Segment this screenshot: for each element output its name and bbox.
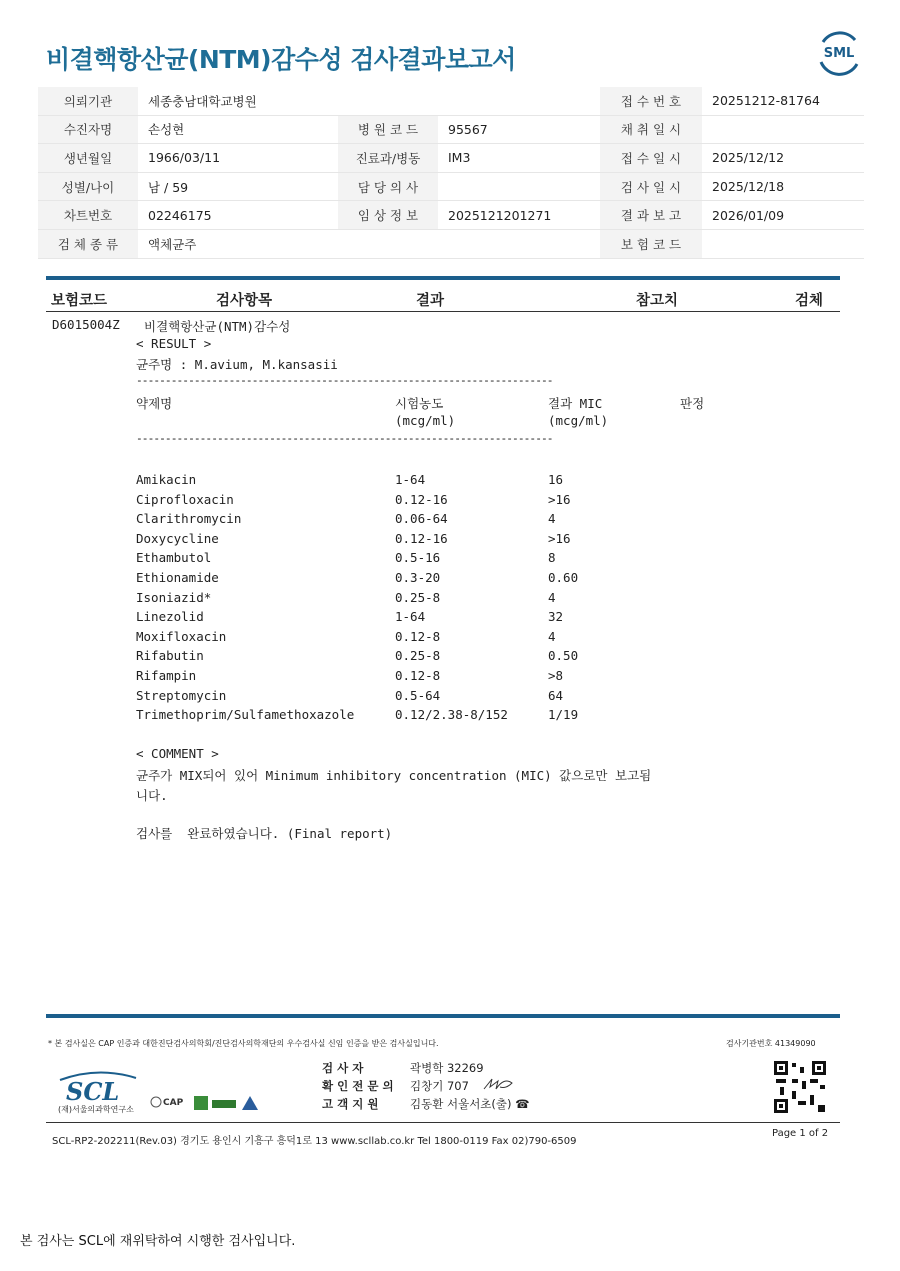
info-row	[38, 115, 864, 144]
info-label: 검 사 일 시	[600, 172, 702, 201]
scl-logo	[58, 1070, 138, 1115]
info-label: 의뢰기관	[38, 87, 138, 115]
drug-mic: >8	[548, 668, 564, 683]
info-row	[38, 144, 864, 173]
info-value: 2025121201271	[438, 201, 600, 230]
info-value	[438, 229, 600, 258]
info-row	[38, 87, 864, 115]
footer-rule	[46, 1014, 840, 1018]
drug-name: Clarithromycin	[136, 511, 242, 527]
info-label: 접 수 일 시	[600, 144, 702, 173]
qr-code	[773, 1060, 827, 1114]
drug-mic: 4	[548, 589, 556, 605]
certification-marks	[148, 1092, 272, 1116]
test-code: D6015004Z	[52, 317, 120, 332]
final-report-line: 검사를 완료하였습니다. (Final report)	[136, 826, 393, 841]
info-value	[702, 115, 864, 144]
svg-text:SCL: SCL	[66, 1077, 120, 1102]
drug-name: Moxifloxacin	[136, 628, 227, 644]
info-value: 1966/03/11	[138, 144, 338, 173]
info-row	[38, 201, 864, 230]
test-name: 비결핵항산균(NTM)감수성	[144, 319, 291, 334]
svg-text:CAP: CAP	[163, 1098, 184, 1108]
col-reference: 참고치	[636, 293, 679, 309]
drug-name: Linezolid	[136, 609, 204, 625]
confirm-label: 확 인 전 문 의	[322, 1079, 394, 1093]
report-title: 비결핵항산균(NTM)감수성 검사결과보고서	[46, 45, 516, 74]
drug-test-range: 0.12-8	[395, 628, 441, 644]
drug-name: Trimethoprim/Sulfamethoxazole	[136, 707, 355, 723]
drug-row	[136, 570, 736, 590]
info-label: 생년월일	[38, 144, 138, 173]
info-value: 액체균주	[138, 229, 338, 258]
drug-row	[136, 609, 736, 629]
support-value: 김동환 서울서초(출) ☎	[410, 1097, 530, 1111]
drug-row	[136, 472, 736, 492]
drug-test-range: 0.25-8	[395, 589, 441, 605]
examiner-value: 곽병학 32269	[410, 1061, 484, 1075]
info-value: 2025/12/12	[702, 144, 864, 173]
info-value	[438, 87, 600, 115]
drug-test-range: 0.12-16	[395, 530, 448, 546]
lab-number: 검사기관번호 41349090	[726, 1039, 816, 1048]
info-label: 보 험 코 드	[600, 229, 702, 258]
info-label: 채 취 일 시	[600, 115, 702, 144]
support-label: 고 객 지 원	[322, 1097, 379, 1111]
outsourcing-note: 본 검사는 SCL에 재위탁하여 시행한 검사입니다.	[20, 1234, 296, 1249]
info-row	[38, 172, 864, 201]
drug-test-range: 1-64	[395, 472, 426, 487]
drug-row	[136, 629, 736, 649]
drug-test-range: 0.06-64	[395, 511, 448, 527]
drug-mic: 1/19	[548, 707, 579, 723]
drug-name: Doxycycline	[136, 530, 219, 546]
drug-name: Amikacin	[136, 472, 197, 487]
confirm-value: 김창기 707	[410, 1079, 469, 1093]
info-value: 2025/12/18	[702, 172, 864, 201]
drug-mic: 8	[548, 550, 556, 566]
drug-row	[136, 531, 736, 551]
col-test-range: 시험농도	[395, 396, 444, 411]
info-label: 병 원 코 드	[338, 115, 438, 144]
info-label	[338, 229, 438, 258]
info-label: 담 당 의 사	[338, 172, 438, 201]
drug-name: Rifampin	[136, 668, 197, 683]
col-mic: 결과 MIC	[548, 396, 603, 411]
drug-row	[136, 492, 736, 512]
drug-test-range: 0.3-20	[395, 570, 441, 585]
drug-row	[136, 668, 736, 688]
info-value: 95567	[438, 115, 600, 144]
info-value: 남 / 59	[138, 172, 338, 201]
drug-mic: 64	[548, 687, 564, 703]
drug-mic: 32	[548, 609, 564, 625]
info-label: 성별/나이	[38, 172, 138, 201]
drug-mic: 16	[548, 472, 564, 487]
drug-name: Isoniazid*	[136, 589, 212, 605]
info-value: IM3	[438, 144, 600, 173]
drug-mic: 4	[548, 511, 556, 527]
drug-name: Rifabutin	[136, 648, 204, 664]
info-label: 결 과 보 고	[600, 201, 702, 230]
info-label: 접 수 번 호	[600, 87, 702, 115]
info-value: 2026/01/09	[702, 201, 864, 230]
info-row	[38, 229, 864, 258]
drug-name: Ciprofloxacin	[136, 491, 234, 507]
drug-mic: 0.60	[548, 570, 579, 585]
comment-label: < COMMENT >	[136, 746, 219, 761]
col-specimen: 검체	[795, 293, 824, 309]
dash-line-2: ------------------------------------------------------------------------	[136, 432, 553, 445]
col-test-range-unit: (mcg/ml)	[395, 413, 456, 428]
drug-name: Ethionamide	[136, 570, 219, 585]
col-drug-name: 약제명	[136, 396, 173, 411]
drug-name: Ethambutol	[136, 550, 212, 566]
comment-line-2: 니다.	[136, 788, 168, 803]
dash-line-1: ------------------------------------------------------------------------	[136, 374, 553, 387]
col-judgement: 판정	[680, 396, 705, 411]
scl-org-name: (재)서울의과학연구소	[58, 1105, 134, 1114]
drug-row	[136, 688, 736, 708]
col-test-item: 검사항목	[216, 293, 273, 309]
info-label: 수진자명	[38, 115, 138, 144]
comment-line-1: 균주가 MIX되어 있어 Minimum inhibitory concentration (MIC) 값으로만 보고됨	[136, 768, 652, 783]
header-bottom-rule	[46, 311, 840, 312]
drug-row	[136, 550, 736, 570]
info-value	[438, 172, 600, 201]
drug-test-range: 0.12-8	[395, 668, 441, 683]
drug-row	[136, 511, 736, 531]
drug-mic: >16	[548, 530, 571, 546]
info-value: 손성현	[138, 115, 338, 144]
drug-mic: 0.50	[548, 648, 579, 664]
drug-name: Streptomycin	[136, 687, 227, 703]
drug-row	[136, 590, 736, 610]
drug-mic: >16	[548, 491, 571, 507]
col-result: 결과	[416, 293, 445, 309]
result-label: < RESULT >	[136, 336, 212, 351]
info-value: 02246175	[138, 201, 338, 230]
address-rule	[46, 1122, 840, 1123]
patient-info-table	[38, 87, 864, 259]
svg-text:SML: SML	[823, 46, 855, 61]
info-label: 차트번호	[38, 201, 138, 230]
drug-test-range: 1-64	[395, 609, 426, 625]
organism-line: 균주명 : M.avium, M.kansasii	[136, 357, 338, 372]
drug-test-range: 0.12-16	[395, 491, 448, 507]
sml-logo	[815, 28, 863, 76]
info-label	[338, 87, 438, 115]
drug-row	[136, 707, 736, 727]
drug-row	[136, 648, 736, 668]
signature-image	[482, 1075, 516, 1093]
examiner-label: 검 사 자	[322, 1061, 364, 1075]
info-value: 세종충남대학교병원	[138, 87, 338, 115]
info-value	[702, 229, 864, 258]
info-label: 임 상 정 보	[338, 201, 438, 230]
info-value: 20251212-81764	[702, 87, 864, 115]
col-insurance-code: 보험코드	[51, 293, 108, 309]
drug-test-range: 0.5-64	[395, 687, 441, 703]
info-label: 검 체 종 류	[38, 229, 138, 258]
cert-text: * 본 검사실은 CAP 인증과 대한진단검사의학회/진단검사의학재단의 우수검사실 신임 인증을 받은 검사실입니다.	[48, 1039, 439, 1048]
page-number: Page 1 of 2	[772, 1128, 829, 1139]
drug-test-range: 0.5-16	[395, 550, 441, 566]
info-label: 진료과/병동	[338, 144, 438, 173]
drug-mic: 4	[548, 628, 556, 644]
address-line: SCL-RP2-202211(Rev.03) 경기도 용인시 기흥구 흥덕1로 13 www.scllab.co.kr Tel 1800-0119 Fax 02)790-6509	[52, 1136, 577, 1147]
drug-test-range: 0.12/2.38-8/152	[395, 707, 508, 723]
header-rule	[46, 276, 840, 280]
col-mic-unit: (mcg/ml)	[548, 413, 609, 428]
drug-test-range: 0.25-8	[395, 648, 441, 664]
